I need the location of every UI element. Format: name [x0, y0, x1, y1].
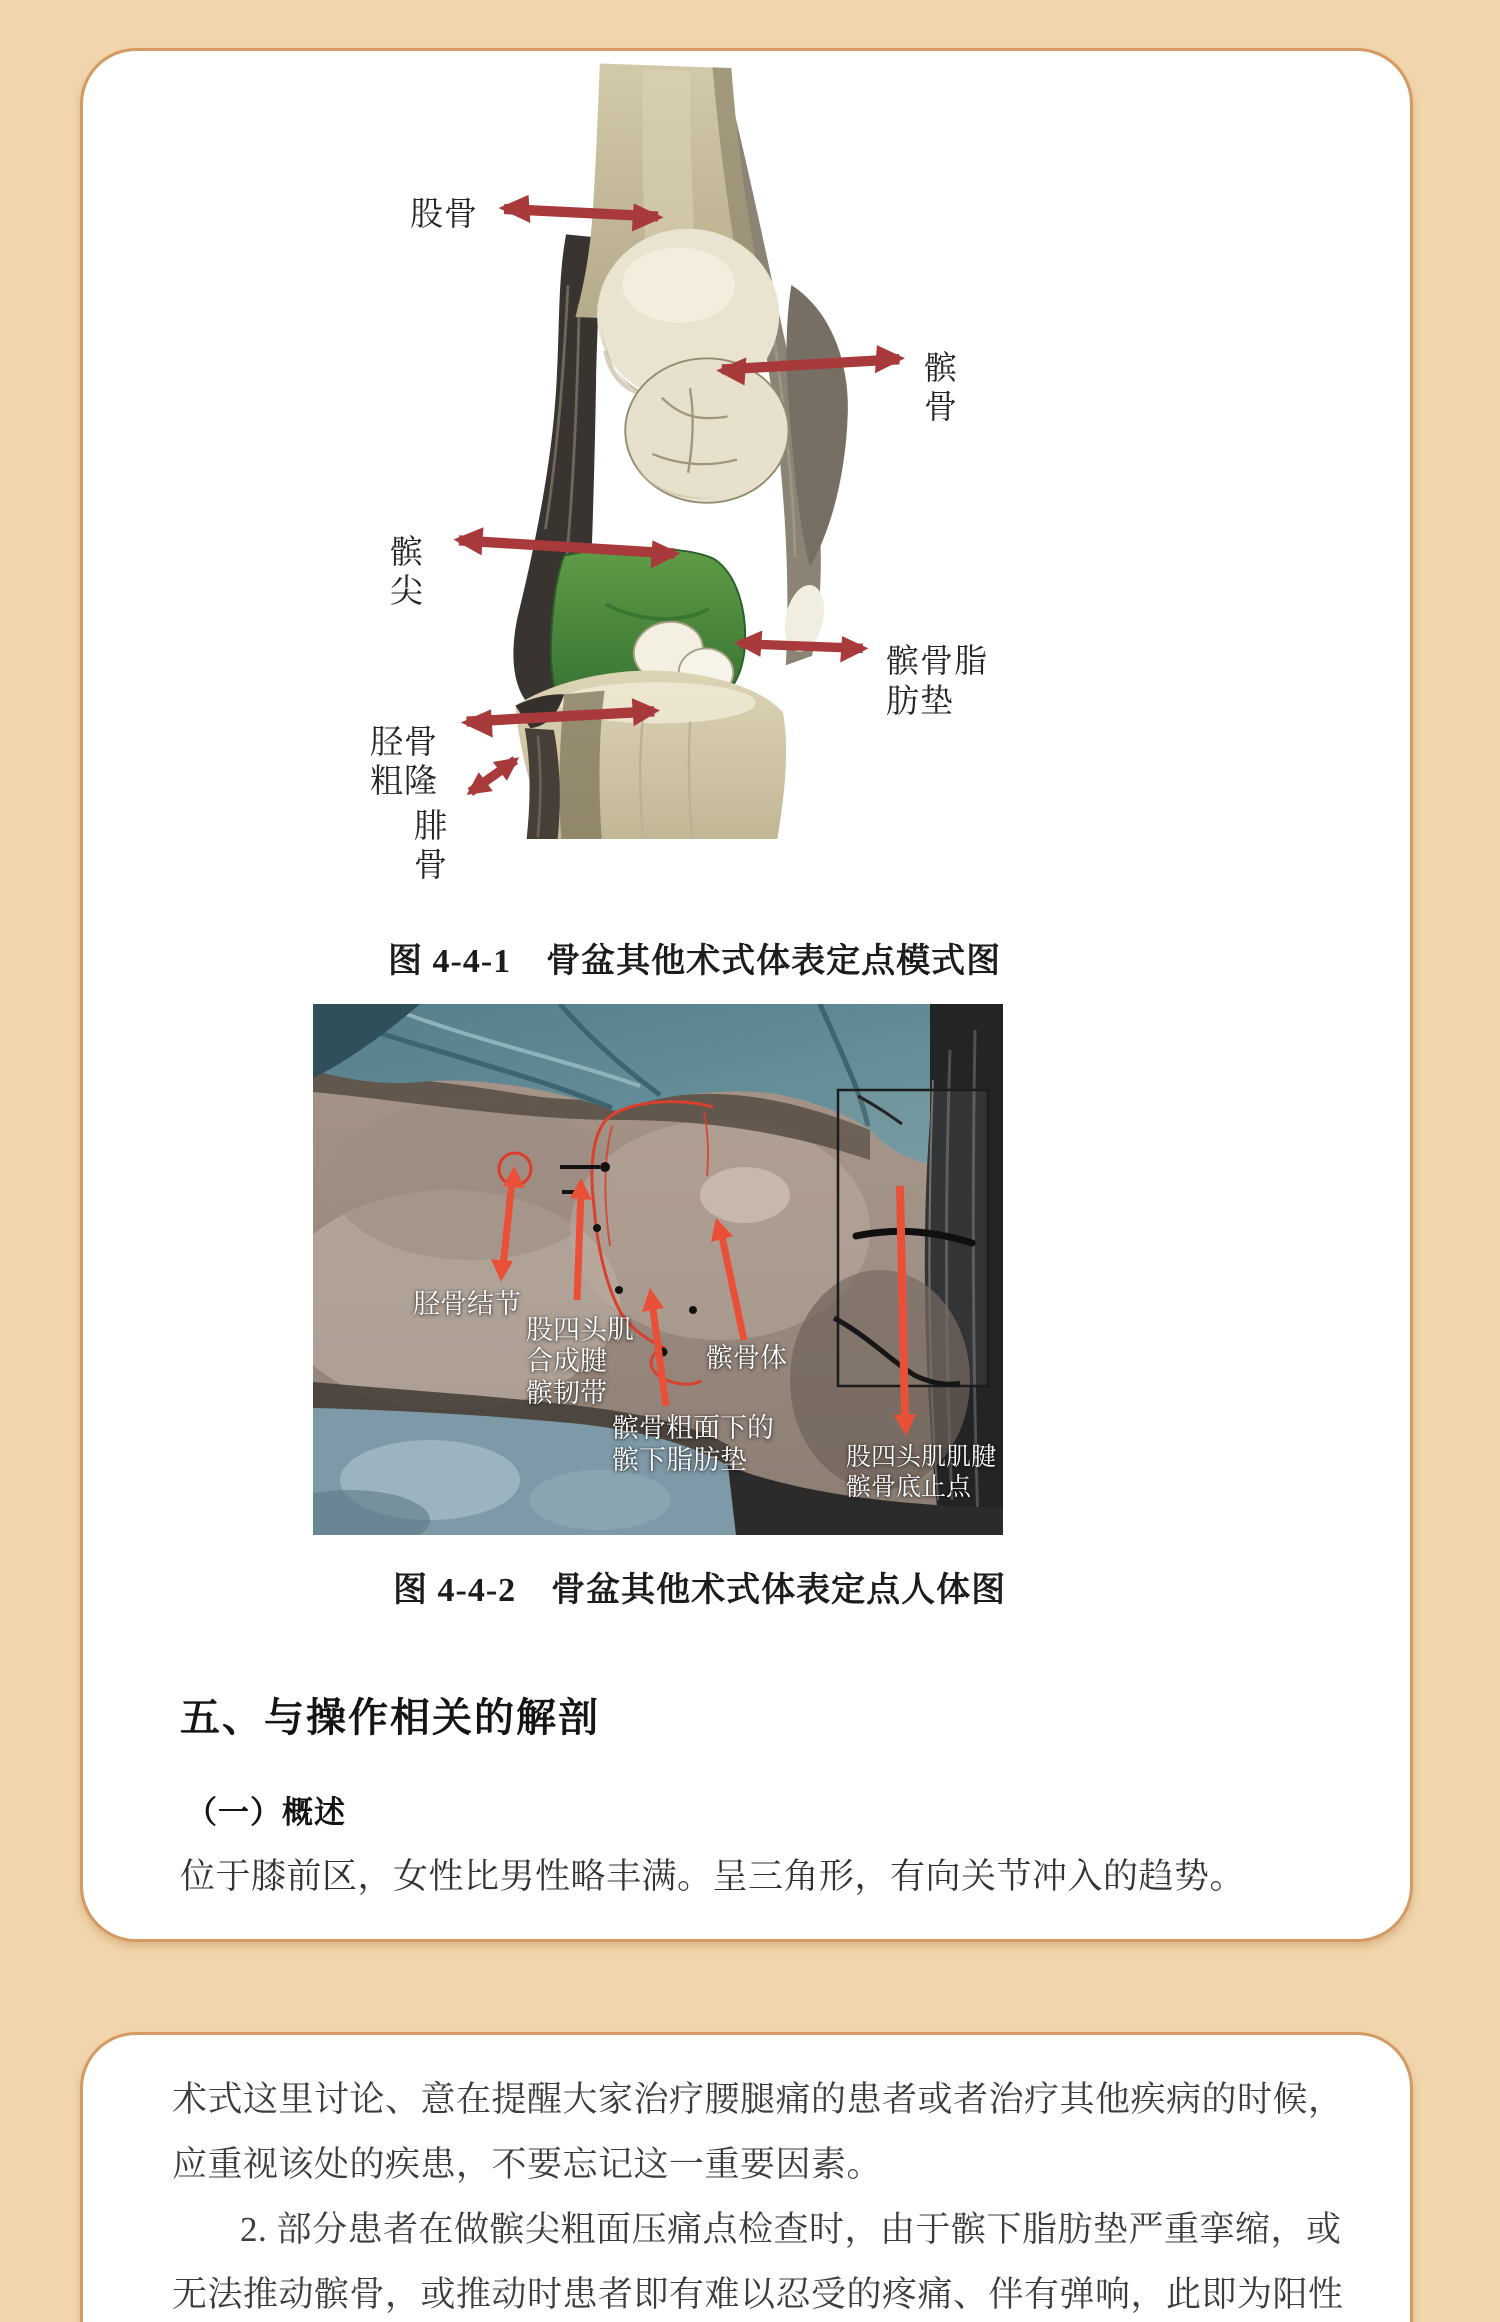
figure1-caption: 图 4-4-1 骨盆其他术式体表定点模式图	[388, 943, 1002, 980]
figure1-label-patella: 髌骨	[923, 351, 958, 426]
figure2-label-infrapatellar-fat-pad: 髌骨粗面下的髌下脂肪垫	[612, 1413, 774, 1476]
figure1-knee-bone-illustration	[400, 55, 980, 900]
quad-line-2: 合成腱	[526, 1346, 607, 1377]
figure2-caption: 图 4-4-2 骨盆其他术式体表定点人体图	[393, 1572, 1007, 1609]
section-heading: 五、与操作相关的解剖	[180, 1695, 600, 1740]
figure2-label-quadriceps	[526, 1315, 634, 1409]
fibula-arrow	[467, 757, 520, 795]
section-subheading: （一）概述	[186, 1795, 346, 1830]
bottom-text-line-4: 无法推动髌骨，或推动时患者即有难以忍受的疼痛、伴有弹响，此即为阳性	[172, 2275, 1344, 2314]
bottom-text-line-1: 术式这里讨论、意在提醒大家治疗腰腿痛的患者或者治疗其他疾病的时候，	[172, 2080, 1344, 2119]
fibula-bone	[525, 728, 560, 839]
figure1-label-tibial-tuberosity: 胫骨粗隆	[370, 725, 438, 800]
figure2-label-patella-body: 髌骨体	[706, 1343, 787, 1373]
section-paragraph: 位于膝前区，女性比男性略丰满。呈三角形，有向关节冲入的趋势。	[180, 1857, 1246, 1896]
quad-line-3: 髌韧带	[526, 1377, 607, 1408]
patella-bone	[625, 358, 788, 503]
figure1-label-fat-pad: 髌骨脂肪垫	[886, 644, 988, 721]
figure2-label-tibial-tubercle: 胫骨结节	[413, 1289, 521, 1319]
figure1-label-femur: 股骨	[410, 197, 478, 233]
figure1-label-fibula: 腓骨	[413, 809, 448, 884]
bottom-text-line-2: 应重视该处的疾患，不要忘记这一重要因素。	[172, 2145, 883, 2184]
bottom-text-line-3: 2. 部分患者在做髌尖粗面压痛点检查时，由于髌下脂肪垫严重挛缩，或	[240, 2210, 1342, 2249]
quad-line-1: 股四头肌	[526, 1315, 634, 1345]
figure1-label-patellar-apex: 髌尖	[389, 535, 424, 610]
figure2-label-quadriceps-tendon: 股四头肌肌腱髌骨底止点	[846, 1444, 997, 1501]
